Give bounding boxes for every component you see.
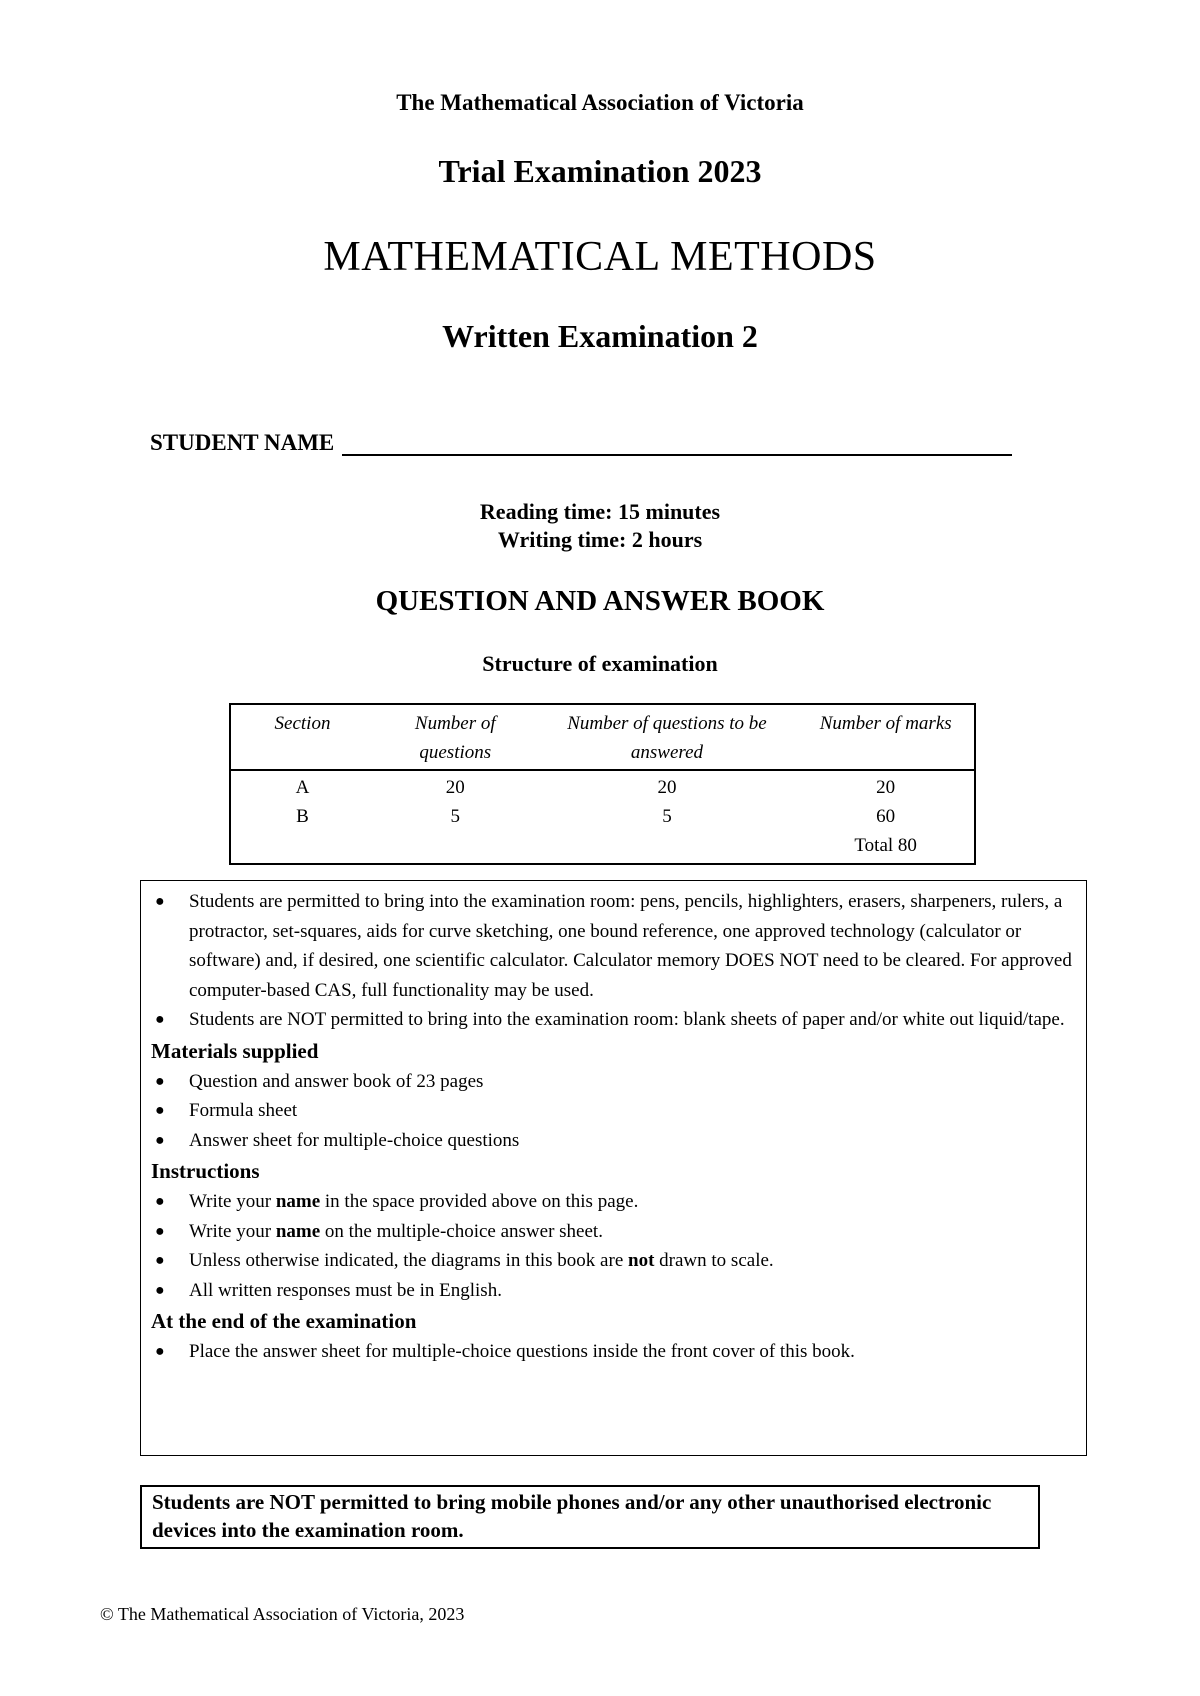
bullet-icon: ● — [155, 893, 165, 910]
table-cell: A — [295, 777, 310, 798]
copyright-footer: © The Mathematical Association of Victoria, 2023 — [100, 1604, 465, 1624]
bullet-icon: ● — [155, 1252, 165, 1269]
bullet-icon: ● — [155, 1281, 165, 1299]
list-item: ● Formula sheet — [151, 1096, 1076, 1126]
table-cell: 5 — [662, 806, 672, 827]
list-item: ● Question and answer book of 23 pages — [151, 1067, 1076, 1097]
student-name-blank-line[interactable] — [342, 434, 1012, 456]
devices-warning-box: Students are NOT permitted to bring mobile phones and/or any other unauthorised electronic devices into the examination room. — [140, 1485, 1040, 1549]
structure-title: Structure of examination — [482, 651, 718, 676]
bullet-icon: ● — [155, 1131, 165, 1149]
student-name-field — [150, 430, 1050, 456]
structure-table — [229, 703, 976, 865]
table-cell: 20 — [657, 777, 677, 798]
bullet-icon: ● — [155, 1343, 165, 1360]
list-item: ● Place the answer sheet for multiple-choice questions inside the front cover of this book. — [151, 1337, 1076, 1367]
end-of-exam-list — [151, 1337, 1076, 1367]
writing-time: Writing time: 2 hours — [497, 527, 703, 552]
instructions-heading: Instructions — [151, 1159, 260, 1183]
list-item: ● All written responses must be in English. — [151, 1276, 1076, 1306]
table-total: Total 80 — [854, 835, 917, 856]
end-of-exam-heading: At the end of the examination — [151, 1309, 417, 1333]
table-cell: 60 — [876, 806, 896, 827]
rules-box — [140, 880, 1087, 1456]
materials-list — [151, 1067, 1076, 1156]
list-item: ● Students are permitted to bring into the examination room: pens, pencils, highlighters, erasers, sharpeners, rulers, a protractor, set-squares, aids for curve sketching, one bound reference, one approved technology (calculator or software) and, if desired, one scientific calculator. Calculator memory DOES NOT need to be cleared. For approved computer-based CAS, full functionality may be used. — [151, 887, 1076, 1005]
table-cell: 20 — [445, 777, 465, 798]
table-cell: 20 — [876, 777, 896, 798]
exam-times — [0, 498, 1200, 554]
list-item: ● Unless otherwise indicated, the diagrams in this book are not drawn to scale. — [151, 1246, 1076, 1276]
instructions-list — [151, 1187, 1076, 1305]
header-number-of-questions: Number of questions — [374, 704, 537, 770]
list-item: ● Write your name in the space provided above on this page. — [151, 1187, 1076, 1217]
list-item: ● Students are NOT permitted to bring into the examination room: blank sheets of paper and/or white out liquid/tape. — [151, 1005, 1076, 1035]
materials-heading: Materials supplied — [151, 1038, 319, 1063]
table-row — [230, 802, 975, 831]
trial-title: Trial Examination 2023 — [438, 153, 762, 189]
book-title: QUESTION AND ANSWER BOOK — [375, 585, 825, 617]
bullet-icon: ● — [155, 1193, 165, 1210]
bullet-icon: ● — [155, 1222, 165, 1240]
header-questions-to-answer: Number of questions to be answered — [537, 704, 798, 770]
reading-time: Reading time: 15 minutes — [479, 499, 721, 524]
bullet-icon: ● — [155, 1072, 165, 1090]
list-item: ● Write your name on the multiple-choice answer sheet. — [151, 1217, 1076, 1247]
bullet-icon: ● — [155, 1011, 165, 1028]
subject-title: MATHEMATICAL METHODS — [323, 234, 877, 280]
list-item: ● Answer sheet for multiple-choice questions — [151, 1126, 1076, 1156]
table-total-row — [230, 831, 975, 864]
permitted-items-list — [151, 887, 1076, 1035]
organisation-name: The Mathematical Association of Victoria — [396, 90, 804, 115]
student-name-label: STUDENT NAME — [150, 430, 335, 455]
bullet-icon: ● — [155, 1102, 165, 1119]
structure-header-row — [230, 704, 975, 770]
table-cell: 5 — [450, 806, 461, 827]
table-cell: B — [296, 806, 309, 827]
table-row — [230, 770, 975, 802]
paper-title: Written Examination 2 — [442, 318, 758, 354]
header-section: Section — [230, 704, 374, 770]
header-number-of-marks: Number of marks — [797, 704, 975, 770]
